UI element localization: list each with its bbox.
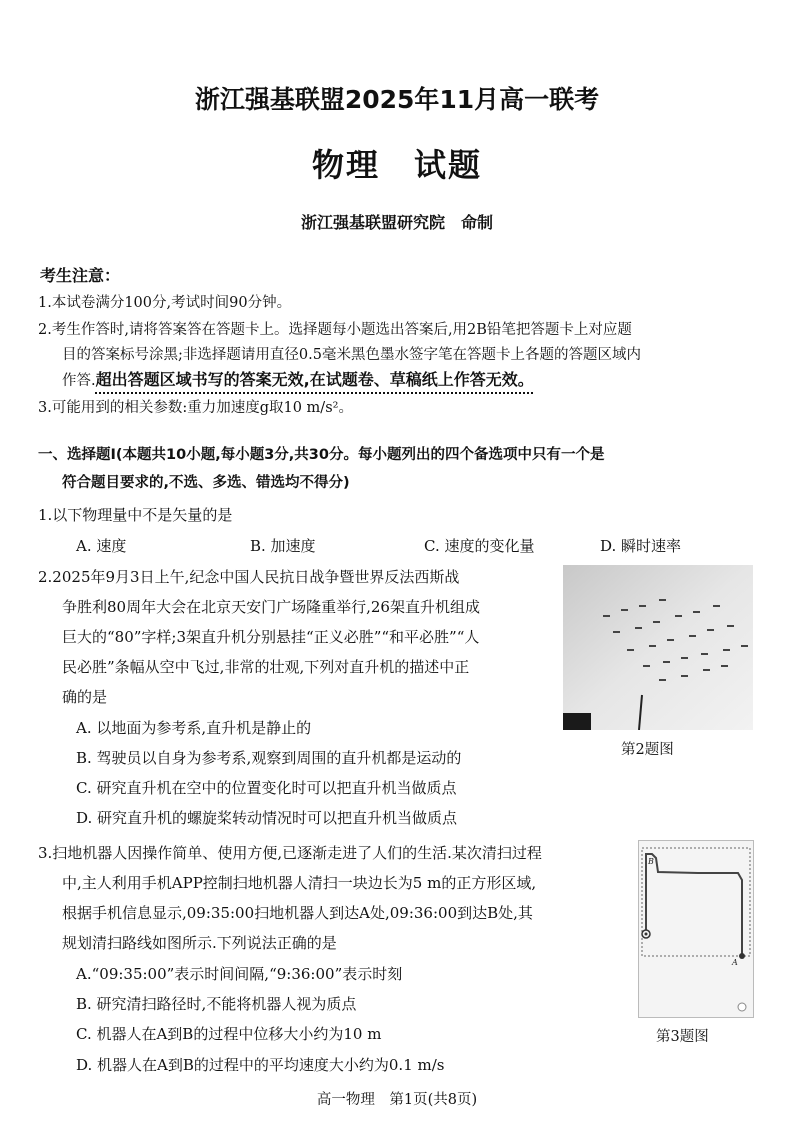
dock-dot xyxy=(645,933,648,936)
q1-stem: 1.以下物理量中不是矢量的是 xyxy=(38,506,233,524)
point-b-label: B xyxy=(648,857,654,866)
section-heading-line-1: 一、选择题Ⅰ(本题共10小题,每小题3分,共30分。每小题列出的四个备选项中只有一个是 xyxy=(38,447,605,463)
q3-option-c: C. 机器人在A到B的过程中位移大小约为10 m xyxy=(76,1025,382,1043)
q1-option-a: A. 速度 xyxy=(76,537,127,555)
section-heading-line-2: 符合题目要求的,不选、多选、错选均不得分) xyxy=(62,475,350,491)
point-a-label: A xyxy=(732,958,738,967)
q2-stem-line-5: 确的是 xyxy=(62,688,108,706)
notice-item-2-line-2: 目的答案标号涂黑;非选择题请用直径0.5毫米黑色墨水签字笔在答题卡上各题的答题区域内 xyxy=(62,347,641,363)
subject-title: 物理 试题 xyxy=(311,146,482,184)
q2-option-d: D. 研究直升机的螺旋桨转动情况时可以把直升机当做质点 xyxy=(76,809,458,827)
q3-cleaning-route-figure xyxy=(638,840,754,1018)
q2-helicopter-photo xyxy=(563,565,753,730)
figure-frame xyxy=(639,841,754,1018)
q3-stem-line-1: 3.扫地机器人因操作简单、使用方便,已逐渐走进了人们的生活.某次清扫过程 xyxy=(38,844,542,862)
q2-option-b: B. 驾驶员以自身为参考系,观察到周围的直升机都是运动的 xyxy=(76,749,462,767)
point-a-marker xyxy=(739,953,745,959)
notice-item-1: 1.本试卷满分100分,考试时间90分钟。 xyxy=(38,295,292,311)
q3-option-a: A.“09:35:00”表示时间间隔,“9:36:00”表示时刻 xyxy=(76,965,403,983)
building-silhouette xyxy=(563,713,591,730)
q3-option-b: B. 研究清扫路径时,不能将机器人视为质点 xyxy=(76,995,357,1013)
q1-option-b: B. 加速度 xyxy=(250,537,316,555)
q2-stem-line-1: 2.2025年9月3日上午,纪念中国人民抗日战争暨世界反法西斯战 xyxy=(38,568,460,586)
q2-figure-caption: 第2题图 xyxy=(621,742,674,758)
notice-emphasis: 超出答题区域书写的答案无效,在试题卷、草稿纸上作答无效。 xyxy=(95,370,534,389)
q2-stem-line-2: 争胜利80周年大会在北京天安门广场隆重举行,26架直升机组成 xyxy=(62,598,480,616)
exam-title: 浙江强基联盟2025年11月高一联考 xyxy=(194,85,600,114)
q2-stem-line-4: 民必胜”条幅从空中飞过,非常的壮观,下列对直升机的描述中正 xyxy=(62,658,470,676)
sky-background xyxy=(563,565,753,730)
q3-option-d: D. 机器人在A到B的过程中的平均速度大小约为0.1 m/s xyxy=(76,1056,445,1074)
notice-title: 考生注意： xyxy=(40,266,121,285)
q3-stem-line-3: 根据手机信息显示,09:35:00扫地机器人到达A处,09:36:00到达B处,其 xyxy=(62,904,533,922)
notice-item-2-line-3-prefix: 作答. xyxy=(62,373,96,389)
q3-figure-caption: 第3题图 xyxy=(656,1029,709,1045)
author-line: 浙江强基联盟研究院 命制 xyxy=(300,213,493,232)
q1-option-d: D. 瞬时速率 xyxy=(600,537,682,555)
notice-item-2-line-3 xyxy=(62,367,534,390)
q1-option-c: C. 速度的变化量 xyxy=(424,537,535,555)
q3-stem-line-2: 中,主人利用手机APP控制扫地机器人清扫一块边长为5 m的正方形区域, xyxy=(62,874,537,892)
notice-item-2-line-1: 2.考生作答时,请将答案答在答题卡上。选择题每小题选出答案后,用2B铅笔把答题卡上对应题 xyxy=(38,322,632,338)
q2-option-a: A. 以地面为参考系,直升机是静止的 xyxy=(76,719,312,737)
notice-item-3: 3.可能用到的相关参数:重力加速度g取10 m/s²。 xyxy=(38,400,353,416)
q3-stem-line-4: 规划清扫路线如图所示.下列说法正确的是 xyxy=(62,934,337,952)
q2-stem-line-3: 巨大的“80”字样;3架直升机分别悬挂“正义必胜”“和平必胜”“人 xyxy=(62,628,480,646)
q2-option-c: C. 研究直升机在空中的位置变化时可以把直升机当做质点 xyxy=(76,779,457,797)
compass-icon xyxy=(738,1003,746,1011)
page-footer: 高一物理 第1页(共8页) xyxy=(316,1092,478,1108)
